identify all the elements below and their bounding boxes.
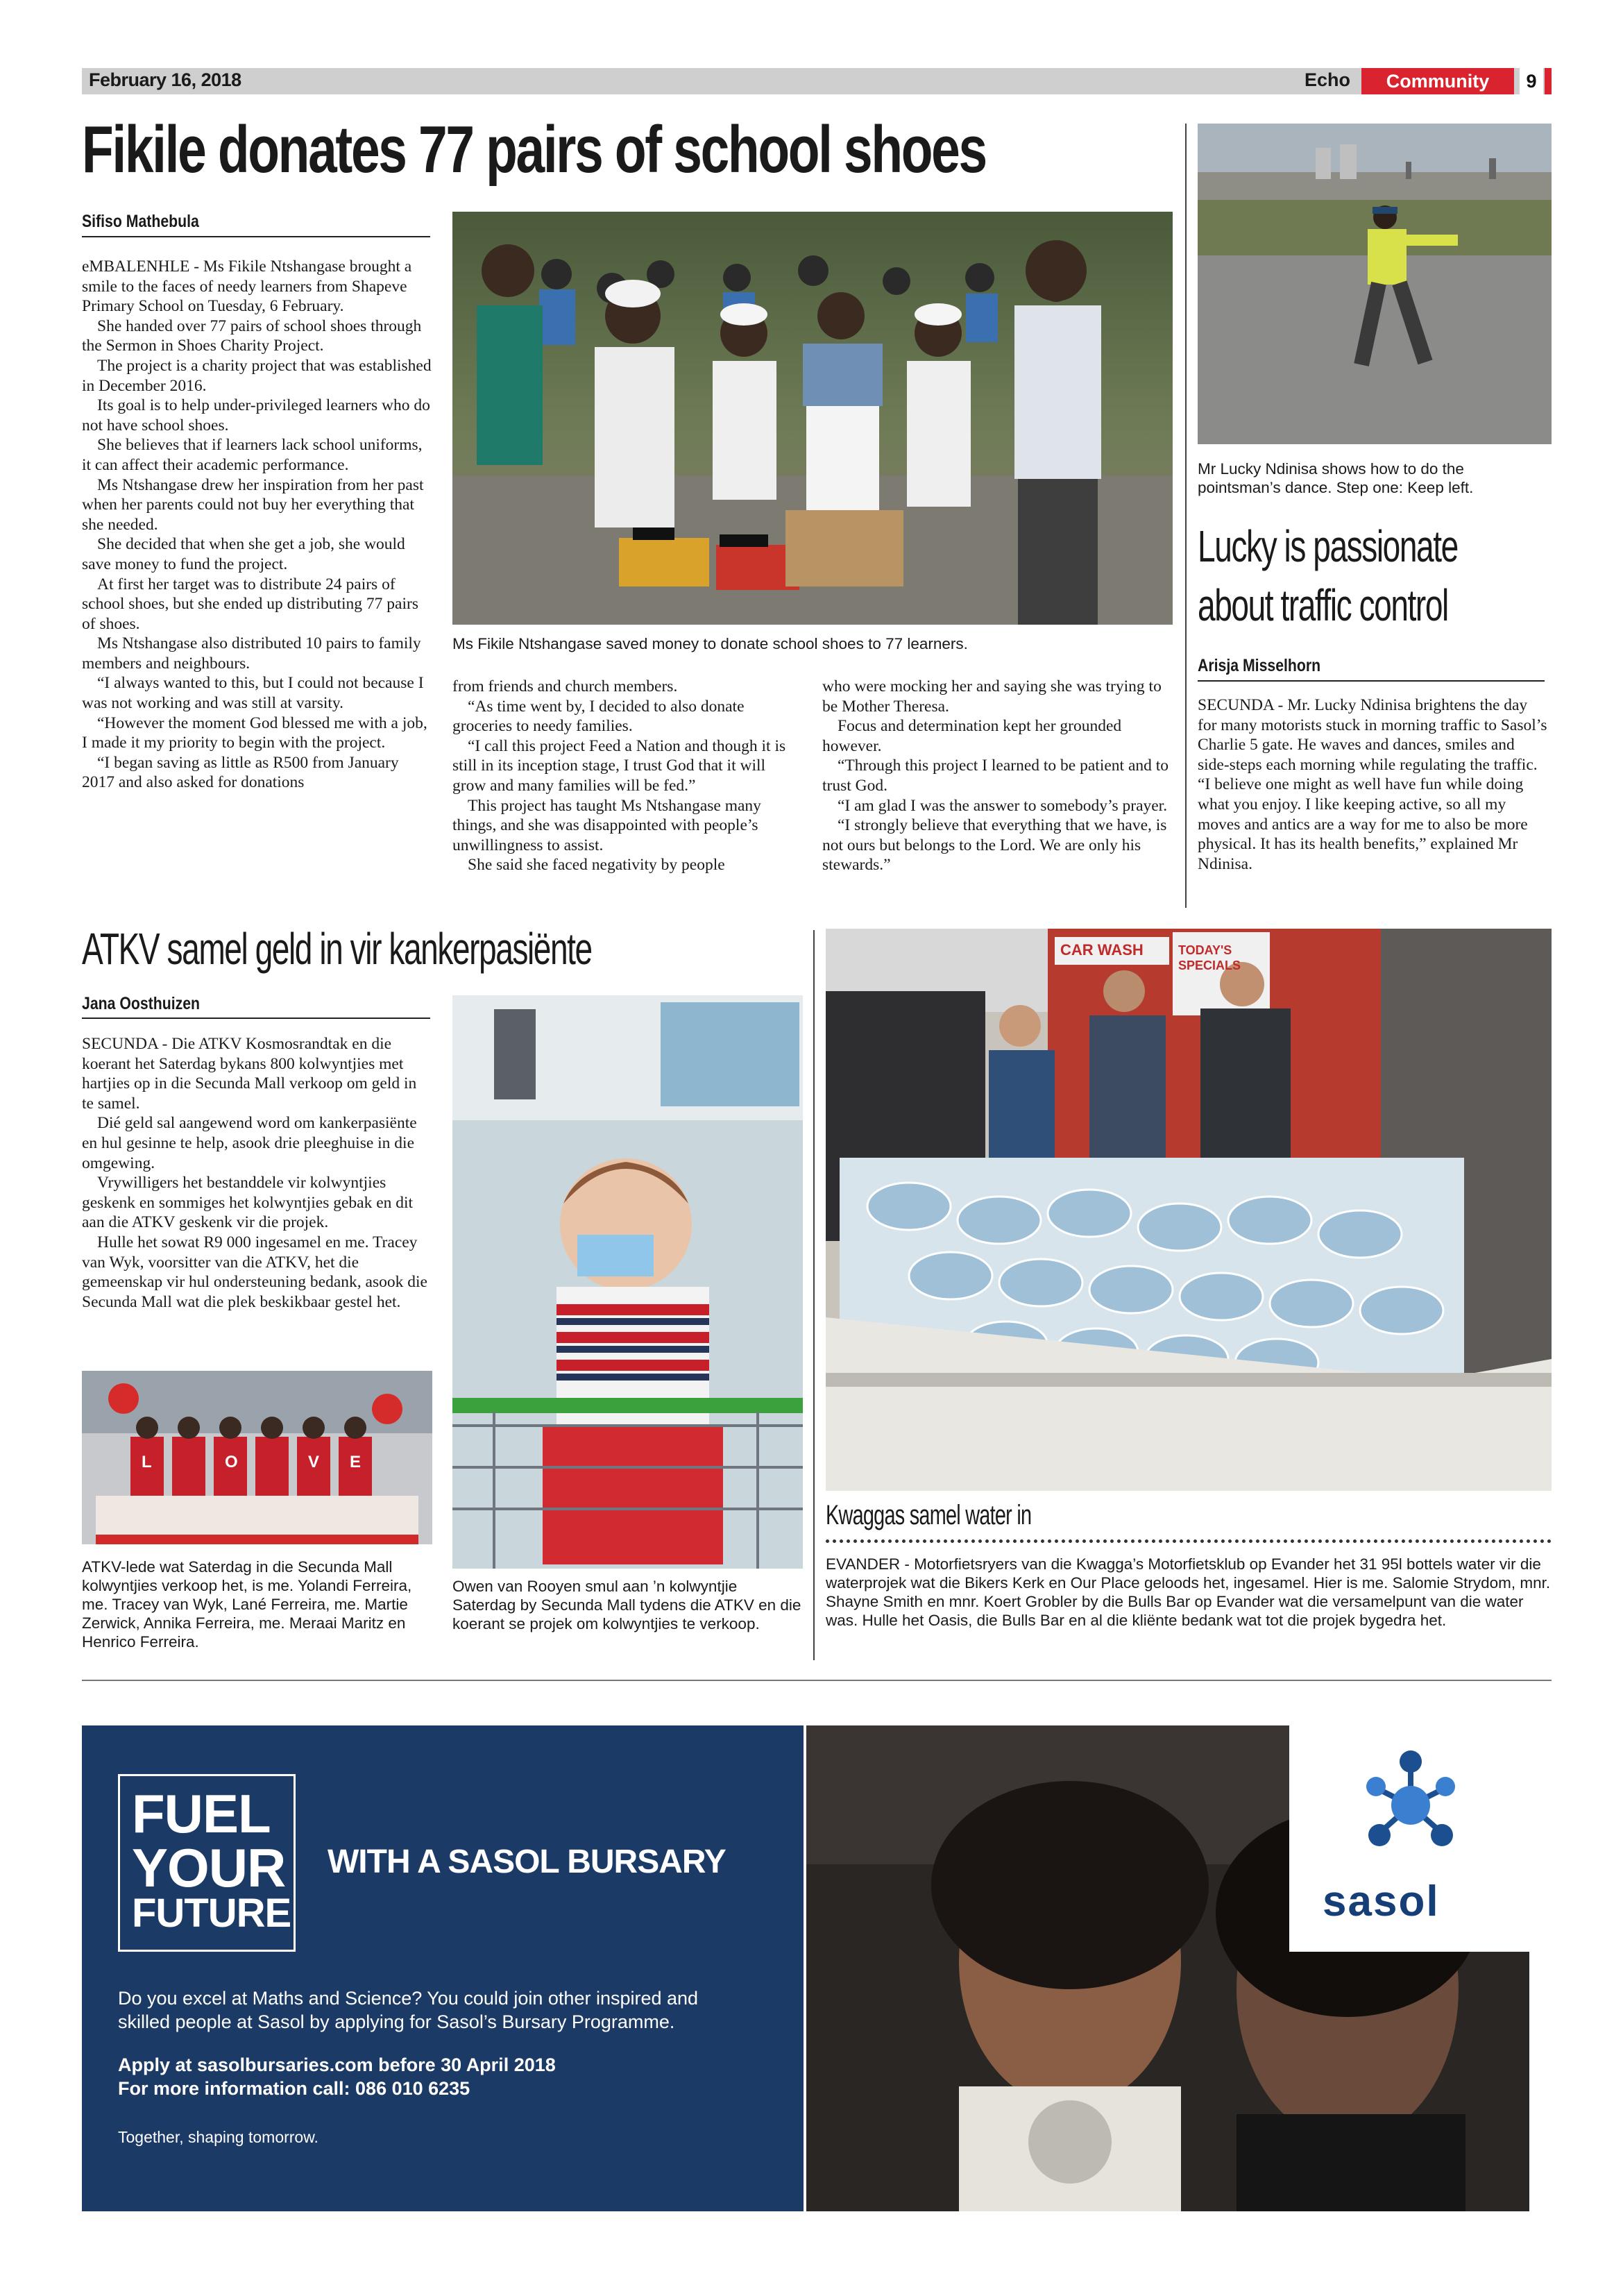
water-bottles-photo	[826, 929, 1552, 1491]
water-bottles-illustration	[826, 929, 1552, 1491]
column-divider	[1185, 124, 1187, 908]
paragraph: At first her target was to distribute 24 pairs of school shoes, but she ended up distributing 77 pairs of shoes.	[82, 575, 418, 633]
paragraph: Hulle het sowat R9 000 ingesamel en me. Tracey van Wyk, voorsitter van die ATKV, het die gemeenskap vir hul ondersteuning bedank, asook die Secunda Mall wat die plek beskikbaar gestel het.	[82, 1233, 427, 1311]
paragraph: SECUNDA - Mr. Lucky Ndinisa brightens the day for many motorists stuck in morning traffic to Sasol’s Charlie 5 gate. He waves and dances, smiles and side-steps each morning while regulating the traffic. “I believe one might as well have fun while doing what you enjoy. I like keeping active, so all my moves and antics are a way for me to also be more physical. It has its health benefits,” explained Mr Ndinisa.	[1198, 696, 1547, 873]
specials-sign: TODAY'S SPECIALS	[1178, 943, 1241, 972]
banner-letter: V	[308, 1453, 320, 1471]
section-label: Community	[1361, 68, 1514, 94]
paragraph: “However the moment God blessed me with a job, I made it my priority to begin with the project.	[82, 714, 427, 752]
advert-body-line-1: Do you excel at Maths and Science? You could join other inspired and	[118, 1988, 699, 2009]
article2-headline-line-2: about traffic control	[1198, 580, 1448, 630]
boy-cupcake-illustration	[452, 995, 803, 1569]
paragraph: from friends and church members.	[452, 677, 678, 695]
article1-column-1	[82, 257, 432, 793]
paper-name: Echo	[1305, 69, 1351, 90]
fuel-word: FUEL	[132, 1783, 271, 1844]
byline-rule	[82, 1018, 430, 1019]
future-word: FUTURE	[132, 1891, 291, 1936]
article1-column-2	[452, 677, 803, 875]
sasol-logo-box	[1289, 1725, 1529, 1952]
boy-cupcake-caption: Owen van Rooyen smul aan ’n kolwyntjie Saterdag by Secunda Mall tydens die ATKV en die koerant se projek om kolwyntjies te verkoop.	[452, 1578, 801, 1632]
article4-body: EVANDER - Motorfietsryers van die Kwagga’s Motorfietsklub op Evander het 31 95l bottels water vir die waterprojek wat die Bikers Kerk en Our Place geloods het, ingesamel. Hier is me. Salomie Strydom, mnr. Shayne Smith en mnr. Koert Grobler by die Bulls Bar op Evander wat die versamelpunt van die water was. Hulle het Oasis, die Bulls Bar en al die kliënte bedank wat tot die projek bygedra het.	[826, 1555, 1551, 1629]
article1-column-3	[822, 677, 1173, 875]
paragraph: She handed over 77 pairs of school shoes through the Sermon in Shoes Charity Project.	[82, 316, 422, 355]
advert-info-line: For more information call: 086 010 6235	[118, 2078, 470, 2099]
article2-body	[1198, 695, 1548, 874]
banner-letter: O	[225, 1453, 238, 1471]
boy-cupcake-photo	[452, 995, 803, 1569]
banner-letter: L	[142, 1453, 152, 1471]
section-divider	[82, 1680, 1552, 1681]
paragraph: She decided that when she get a job, she would save money to fund the project.	[82, 535, 405, 573]
byline-rule	[1198, 680, 1545, 682]
page-marker	[1545, 68, 1552, 94]
paragraph: eMBALENHLE - Ms Fikile Ntshangase brought a smile to the faces of needy learners from Shapeve Primary School on Tuesday, 6 February.	[82, 258, 412, 316]
paragraph: SECUNDA - Die ATKV Kosmosrandtak en die koerant het Saterdag bykans 800 kolwyntjies met hartjies op in die Secunda Mall verkoop om geld in te samel.	[82, 1035, 417, 1113]
paragraph: “I always wanted to this, but I could not because I was not working and was still at varsity.	[82, 674, 424, 713]
paragraph: Focus and determination kept her grounded however.	[822, 717, 1122, 755]
article3-body	[82, 1034, 432, 1312]
advert-tagline: WITH A SASOL BURSARY	[328, 1843, 726, 1880]
article1-byline: Sifiso Mathebula	[82, 212, 199, 231]
paragraph: This project has taught Ms Ntshangase many things, and she was disappointed with people’s unwillingness to assist.	[452, 796, 761, 854]
paragraph: “As time went by, I decided to also donate groceries to needy families.	[452, 697, 745, 736]
traffic-caption: Mr Lucky Ndinisa shows how to do the pointsman’s dance. Step one: Keep left.	[1198, 460, 1474, 496]
byline-rule	[82, 236, 430, 237]
traffic-photo	[1198, 124, 1552, 444]
paragraph: Ms Ntshangase also distributed 10 pairs to family members and neighbours.	[82, 634, 421, 673]
advert-body-line-2: skilled people at Sasol by applying for Sasol’s Bursary Programme.	[118, 2011, 675, 2032]
your-word: YOUR	[132, 1837, 286, 1898]
paragraph: “I began saving as little as R500 from January 2017 and also asked for donations	[82, 753, 399, 792]
paragraph: She believes that if learners lack school uniforms, it can affect their academic performance.	[82, 436, 423, 474]
page-number: 9	[1520, 68, 1543, 94]
paragraph: The project is a charity project that was established in December 2016.	[82, 356, 432, 395]
traffic-photo-illustration	[1198, 124, 1552, 444]
advert-slogan: Together, shaping tomorrow.	[118, 2128, 318, 2146]
sasol-wordmark: sasol	[1323, 1877, 1440, 1925]
sasol-molecule-icon	[1362, 1746, 1459, 1864]
article2-headline-line-1: Lucky is passionate	[1198, 521, 1458, 571]
issue-date: February 16, 2018	[89, 69, 241, 90]
paragraph: “Through this project I learned to be patient and to trust God.	[822, 757, 1169, 795]
dotted-rule	[826, 1539, 1552, 1543]
car-wash-sign: CAR WASH	[1060, 941, 1144, 959]
paragraph: Dié geld sal aangewend word om kankerpasiënte en hul gesinne te help, asook drie pleeghuise in die omgewing.	[82, 1114, 417, 1172]
paragraph: Its goal is to help under-privileged learners who do not have school shoes.	[82, 396, 430, 434]
paragraph: “I strongly believe that everything that we have, is not ours but belongs to the Lord. We are only his stewards.”	[822, 816, 1167, 875]
paragraph: who were mocking her and saying she was trying to be Mother Theresa.	[822, 677, 1162, 716]
paragraph: She said she faced negativity by people	[468, 856, 725, 875]
paragraph: Vrywilligers het bestanddele vir kolwyntjies geskenk en sommiges het kolwyntjies gebak en dit aan die ATKV geskenk vir die projek.	[82, 1174, 414, 1232]
paragraph: “I call this project Feed a Nation and though it is still in its inception stage, I trust God that it will grow and many families will be fed.”	[452, 736, 786, 795]
article1-headline: Fikile donates 77 pairs of school shoes	[82, 112, 986, 187]
article3-headline: ATKV samel geld in vir kankerpasiënte	[82, 924, 592, 974]
advert-apply-line: Apply at sasolbursaries.com before 30 April 2018	[118, 2054, 556, 2075]
paragraph: Ms Ntshangase drew her inspiration from her past when her parents could not buy her everything that she needed.	[82, 475, 424, 534]
column-divider	[813, 930, 815, 1660]
paragraph: “I am glad I was the answer to somebody’s prayer.	[838, 796, 1168, 815]
article2-byline: Arisja Misselhorn	[1198, 656, 1321, 675]
donation-caption: Ms Fikile Ntshangase saved money to donate school shoes to 77 learners.	[452, 635, 968, 652]
cupcake-stall-photo	[82, 1371, 432, 1544]
cupcake-stall-illustration	[82, 1371, 432, 1544]
article3-byline: Jana Oosthuizen	[82, 994, 201, 1013]
donation-photo	[452, 212, 1173, 625]
article4-headline: Kwaggas samel water in	[826, 1500, 1032, 1530]
banner-letter: E	[350, 1453, 362, 1471]
cupcake-stall-caption: ATKV-lede wat Saterdag in die Secunda Mall kolwyntjies verkoop het, is me. Yolandi Ferreira, me. Tracey van Wyk, Lané Ferreira, me. Martie Zerwick, Annika Ferreira, me. Meraai Maritz en Henrico Ferreira.	[82, 1558, 412, 1651]
donation-photo-illustration	[452, 212, 1173, 625]
